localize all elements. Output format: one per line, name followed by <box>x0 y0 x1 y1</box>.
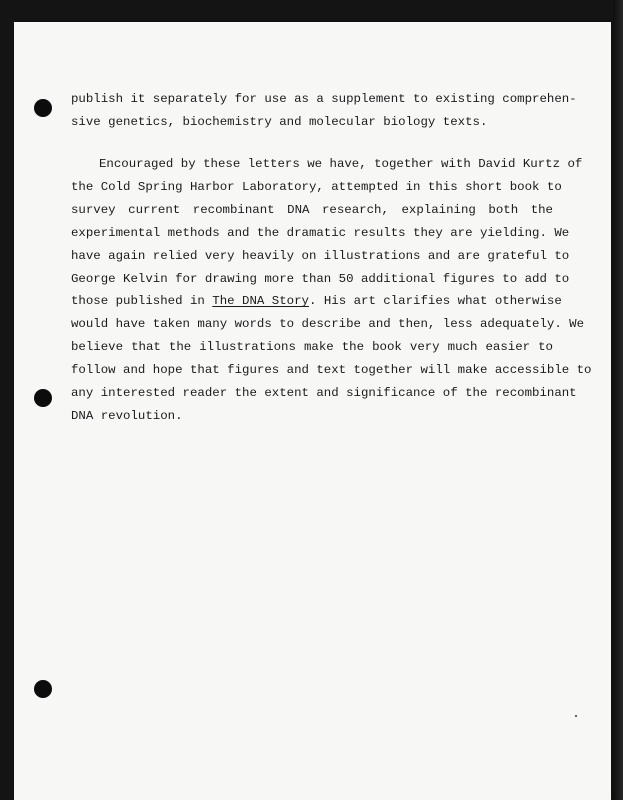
text-segment: those published in <box>71 294 205 309</box>
scan-edge <box>613 0 623 800</box>
text-line: follow and hope that figures and text together will make accessible to <box>71 363 592 378</box>
text-line: experimental methods and the dramatic results they are yielding. We <box>71 225 570 240</box>
punch-hole-middle <box>34 389 52 407</box>
text-line: the Cold Spring Harbor Laboratory, attempted in this short book to <box>71 179 562 194</box>
punch-hole-top <box>34 99 52 117</box>
text-segment: . His art clarifies what otherwise <box>308 294 562 309</box>
text-line: sive genetics, biochemistry and molecular biology texts. <box>71 114 488 129</box>
punch-hole-bottom <box>34 680 52 698</box>
paragraph-1 <box>71 88 577 134</box>
paper-speck <box>575 715 577 717</box>
text-line: DNA revolution. <box>71 408 183 423</box>
text-line-with-title <box>71 290 562 313</box>
text-line: have again relied very heavily on illustrations and are grateful to <box>71 248 570 263</box>
text-line: survey current recombinant DNA research, explaining both the <box>71 202 553 217</box>
text-line: publish it separately for use as a supplement to existing comprehen- <box>71 92 577 106</box>
text-line: would have taken many words to describe and then, less adequately. We <box>71 317 585 332</box>
book-title: The DNA Story <box>212 294 309 309</box>
text-line: believe that the illustrations make the book very much easier to <box>71 340 553 355</box>
paragraph-2 <box>71 153 592 428</box>
text-line: Encouraged by these letters we have, together with David Kurtz of <box>99 157 583 171</box>
text-line: any interested reader the extent and significance of the recombinant <box>71 386 577 401</box>
text-line: George Kelvin for drawing more than 50 additional figures to add to <box>71 271 570 286</box>
